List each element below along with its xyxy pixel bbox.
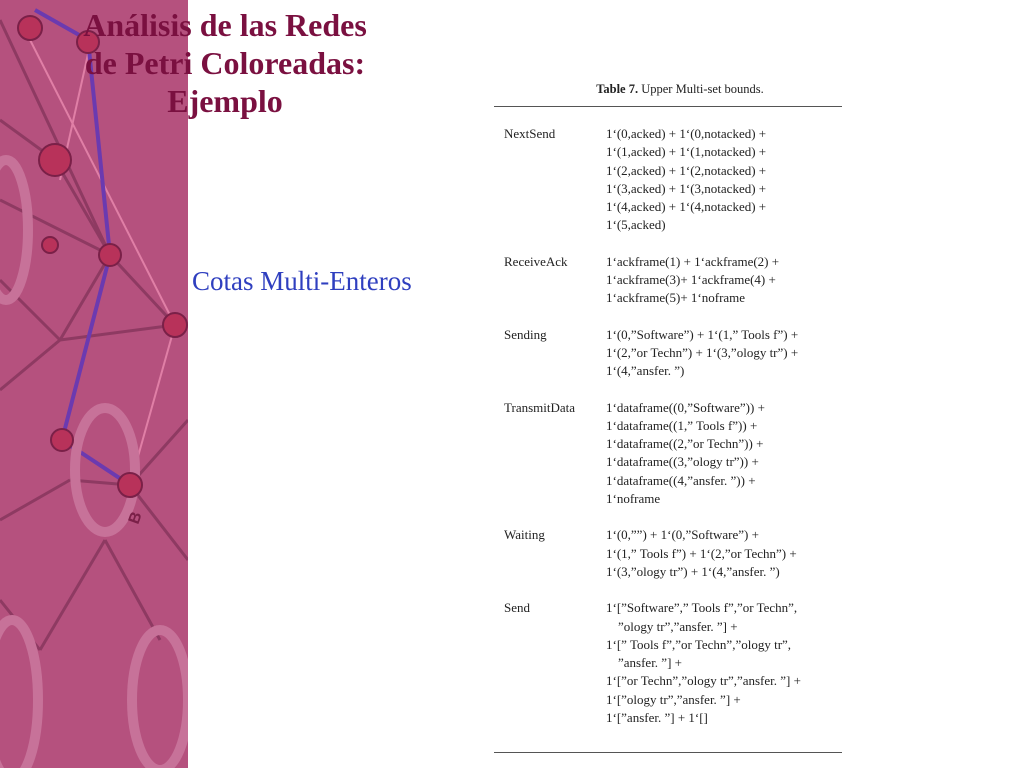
bound-line: 1‘(4,acked) + 1‘(4,notacked) + <box>606 199 767 215</box>
title-line: Ejemplo <box>167 83 283 119</box>
bound-line: 1‘(3,acked) + 1‘(3,notacked) + <box>606 180 767 196</box>
place-name: TransmitData <box>504 399 576 415</box>
bound-line: 1‘(0,””) + 1‘(0,”Software”) + <box>606 527 759 543</box>
slide-title <box>20 6 430 120</box>
multiset-bounds-table <box>494 78 842 756</box>
slide-subtitle: Cotas Multi-Enteros <box>192 266 412 296</box>
bound-line: 1‘(0,”Software”) + 1‘(1,” Tools f”) + <box>606 326 799 342</box>
table-caption <box>518 78 842 100</box>
bound-line: 1‘dataframe((1,” Tools f”)) + <box>606 417 758 433</box>
multiset-bound <box>606 253 842 308</box>
bound-line: 1‘noframe <box>606 491 661 507</box>
title-line: Análisis de las Redes <box>83 7 367 43</box>
bound-line: 1‘(1,acked) + 1‘(1,notacked) + <box>606 144 767 160</box>
multiset-bound <box>606 399 842 509</box>
table-row <box>494 599 842 727</box>
bound-line: 1‘ackframe(1) + 1‘ackframe(2) + <box>606 253 780 269</box>
table-row <box>494 399 842 509</box>
bound-line: 1‘ackframe(3)+ 1‘ackframe(4) + <box>606 272 776 288</box>
bound-line: 1‘dataframe((3,”ology tr”)) + <box>606 454 759 470</box>
bound-line: 1‘[” Tools f”,”or Techn”,”ology tr”, <box>606 636 792 652</box>
place-name: Send <box>504 600 530 616</box>
bound-line: 1‘(2,”or Techn”) + 1‘(3,”ology tr”) + <box>606 344 799 360</box>
bound-line: 1‘(4,”ansfer. ”) <box>606 363 685 379</box>
multiset-bound <box>606 326 842 381</box>
bound-line: 1‘(2,acked) + 1‘(2,notacked) + <box>606 162 767 178</box>
bound-line: 1‘(3,”ology tr”) + 1‘(4,”ansfer. ”) <box>606 563 780 579</box>
bound-line: ”ansfer. ”] + <box>618 655 682 671</box>
bound-line: 1‘[”ology tr”,”ansfer. ”] + <box>606 691 741 707</box>
bound-line: 1‘[”ansfer. ”] + 1‘[] <box>606 710 708 726</box>
bound-line: 1‘[”or Techn”,”ology tr”,”ansfer. ”] + <box>606 673 801 689</box>
bound-line: 1‘dataframe((0,”Software”)) + <box>606 399 765 415</box>
place-name: Sending <box>504 326 547 342</box>
multiset-bound <box>606 599 842 727</box>
place-name: ReceiveAck <box>504 253 568 269</box>
place-name: NextSend <box>504 126 556 141</box>
title-line: de Petri Coloreadas: <box>84 45 366 81</box>
table-row <box>494 526 842 581</box>
bound-line: 1‘(5,acked) <box>606 217 666 233</box>
bound-line: 1‘[”Software”,” Tools f”,”or Techn”, <box>606 600 798 616</box>
place-name: Waiting <box>504 527 545 543</box>
decoration-letter: B <box>125 509 146 527</box>
bound-line: ”ology tr”,”ansfer. ”] + <box>618 618 738 634</box>
bound-line: 1‘(1,” Tools f”) + 1‘(2,”or Techn”) + <box>606 545 797 561</box>
bound-line: 1‘dataframe((2,”or Techn”)) + <box>606 436 764 452</box>
table-row <box>494 125 842 235</box>
table-row <box>494 326 842 381</box>
table-bottom-rule <box>494 752 842 753</box>
multiset-bound <box>606 125 842 235</box>
table-caption-text: Upper Multi-set bounds. <box>641 82 764 96</box>
table-body <box>494 107 842 727</box>
table-caption-number: Table 7. <box>596 82 639 96</box>
multiset-bound <box>606 526 842 581</box>
bound-line: 1‘ackframe(5)+ 1‘noframe <box>606 290 746 306</box>
bound-line: 1‘(0,acked) + 1‘(0,notacked) + <box>606 126 767 141</box>
bound-line: 1‘dataframe((4,”ansfer. ”)) + <box>606 472 756 488</box>
table-row <box>494 253 842 308</box>
